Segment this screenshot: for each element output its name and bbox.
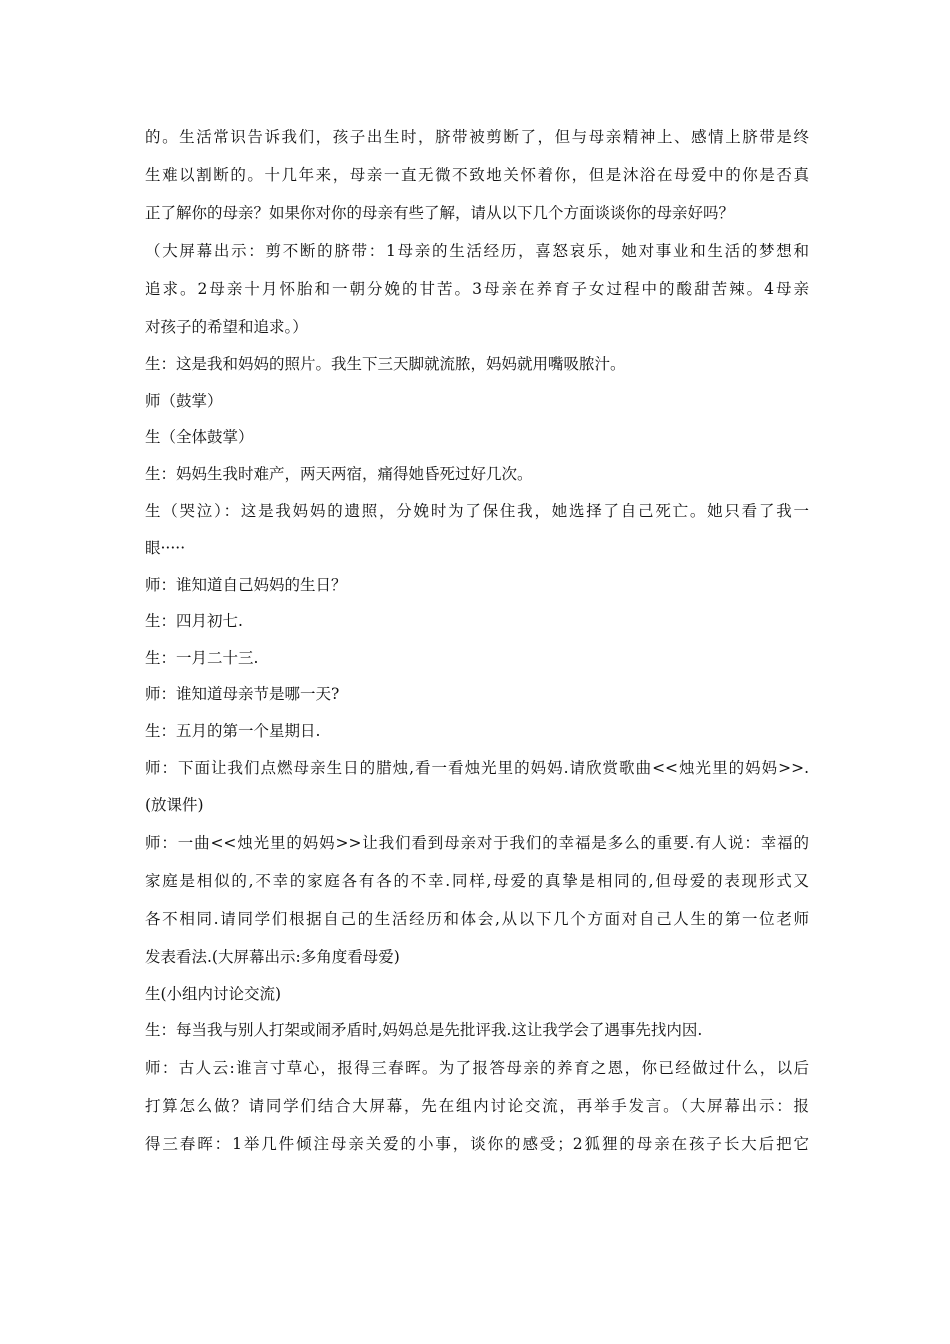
text-line: 生：妈妈生我时难产，两天两宿，痛得她昏死过好几次。 [145, 464, 533, 483]
text-line: 师：古人云:谁言寸草心，报得三春晖。为了报答母亲的养育之恩，你已经做过什么，以后 [145, 1058, 809, 1077]
text-line: 生难以割断的。十几年来，母亲一直无微不致地关怀着你，但是沐浴在母爱中的你是否真 [145, 166, 809, 184]
text-line: 师：一曲<<烛光里的妈妈>>让我们看到母亲对于我们的幸福是多么的重要.有人说：幸福的 [145, 833, 809, 852]
text-line: 家庭是相似的,不幸的家庭各有各的不幸.同样,母爱的真挚是相同的,但母爱的表现形式又 [145, 871, 809, 890]
text-line: 生（全体鼓掌） [145, 428, 254, 446]
text-line: 的。生活常识告诉我们，孩子出生时，脐带被剪断了，但与母亲精神上、感情上脐带是终 [145, 128, 809, 146]
text-line: 眼····· [145, 539, 186, 557]
text-line: （大屏幕出示：剪不断的脐带：1母亲的生活经历，喜怒哀乐，她对事业和生活的梦想和 [145, 242, 809, 260]
text-line: 正了解你的母亲？如果你对你的母亲有些了解，请从以下几个方面谈谈你的母亲好吗？ [145, 204, 735, 222]
text-line: 生：一月二十三. [145, 648, 259, 667]
text-line: 生（哭泣）：这是我妈妈的遗照，分娩时为了保住我，她选择了自己死亡。她只看了我一 [145, 502, 809, 520]
text-line: 发表看法.(大屏幕出示:多角度看母爱) [145, 947, 400, 966]
text-line: 生：四月初七. [145, 612, 243, 630]
text-line: (放课件) [145, 796, 204, 814]
lesson-transcript [145, 118, 815, 1163]
text-line: 追求。2母亲十月怀胎和一朝分娩的甘苦。3母亲在养育子女过程中的酸甜苦辣。4母亲 [145, 280, 809, 298]
text-line: 打算怎么做？请同学们结合大屏幕，先在组内讨论交流，再举手发言。（大屏幕出示：报 [145, 1096, 809, 1115]
text-line: 师（鼓掌） [145, 391, 223, 410]
text-line: 师：下面让我们点燃母亲生日的腊烛,看一看烛光里的妈妈.请欣赏歌曲<<烛光里的妈妈>>. [145, 759, 809, 777]
text-line: 生(小组内讨论交流) [145, 984, 282, 1003]
text-line: 师：谁知道自己妈妈的生日？ [145, 575, 347, 594]
text-line: 对孩子的希望和追求。） [145, 318, 308, 336]
text-line: 生：每当我与别人打架或闹矛盾时,妈妈总是先批评我.这让我学会了遇事先找内因. [145, 1021, 703, 1039]
text-line: 生：这是我和妈妈的照片。我生下三天脚就流脓，妈妈就用嘴吸脓汁。 [145, 355, 626, 373]
text-line: 师：谁知道母亲节是哪一天? [145, 685, 340, 703]
text-line: 得三春晖：1举几件倾注母亲关爱的小事，谈你的感受；2狐狸的母亲在孩子长大后把它 [145, 1134, 809, 1153]
text-line: 生：五月的第一个星期日. [145, 721, 321, 740]
text-line: 各不相同.请同学们根据自己的生活经历和体会,从以下几个方面对自己人生的第一位老师 [145, 909, 809, 928]
